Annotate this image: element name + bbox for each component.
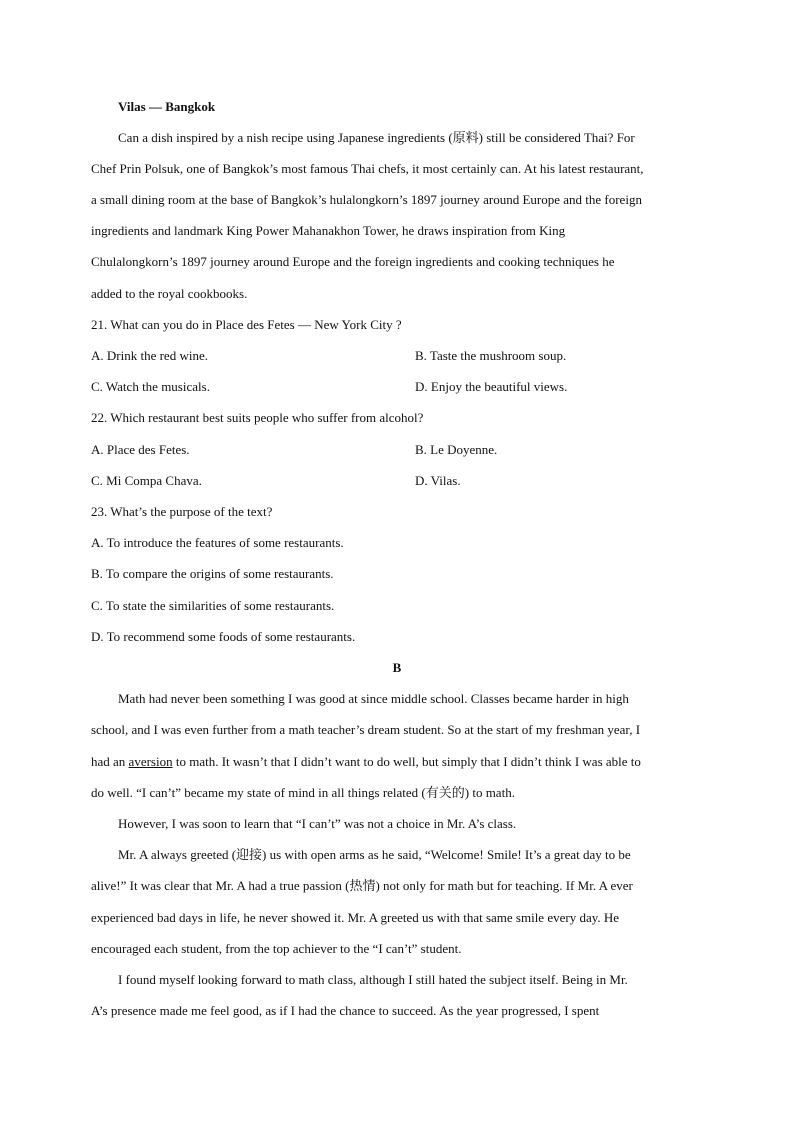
- question-21-option-b: B. Taste the mushroom soup.: [415, 348, 567, 363]
- paragraph-line: Chulalongkorn’s 1897 journey around Europe and the foreign ingredients and cooking techniques he: [91, 254, 615, 269]
- question-22-option-a: A. Place des Fetes.: [91, 442, 190, 457]
- text-run: had an: [91, 754, 129, 769]
- paragraph-line-with-underline: [91, 754, 701, 770]
- question-21-option-d: D. Enjoy the beautiful views.: [415, 379, 568, 394]
- paragraph-line: added to the royal cookbooks.: [91, 286, 248, 301]
- paragraph-line: Chef Prin Polsuk, one of Bangkok’s most famous Thai chefs, it most certainly can. At his latest restaurant,: [91, 161, 644, 176]
- question-23-stem: 23. What’s the purpose of the text?: [91, 504, 273, 519]
- paragraph-line: experienced bad days in life, he never showed it. Mr. A greeted us with that same smile every day. He: [91, 910, 620, 925]
- question-22-option-d: D. Vilas.: [415, 473, 461, 488]
- paragraph-line: alive!” It was clear that Mr. A had a true passion (热情) not only for math but for teaching. If Mr. A ever: [91, 878, 633, 893]
- question-21-option-c: C. Watch the musicals.: [91, 379, 210, 394]
- question-23-option-b: B. To compare the origins of some restaurants.: [91, 566, 334, 581]
- question-23-option-d: D. To recommend some foods of some restaurants.: [91, 629, 356, 644]
- section-heading-b: B: [392, 660, 402, 675]
- question-23-option-a: A. To introduce the features of some restaurants.: [91, 535, 344, 550]
- passage-heading-vilas: Vilas — Bangkok: [118, 99, 216, 114]
- paragraph-line: school, and I was even further from a math teacher’s dream student. So at the start of my freshman year, I: [91, 722, 641, 737]
- question-23-option-c: C. To state the similarities of some restaurants.: [91, 598, 335, 613]
- underlined-word-aversion: aversion: [128, 754, 173, 769]
- paragraph-line: Mr. A always greeted (迎接) us with open arms as he said, “Welcome! Smile! It’s a great day to be: [118, 847, 631, 862]
- question-22-option-c: C. Mi Compa Chava.: [91, 473, 202, 488]
- paragraph-line: A’s presence made me feel good, as if I had the chance to succeed. As the year progressed, I spent: [91, 1003, 600, 1018]
- paragraph-line: a small dining room at the base of Bangkok’s hulalongkorn’s 1897 journey around Europe and the foreign: [91, 192, 642, 207]
- question-22-option-b: B. Le Doyenne.: [415, 442, 498, 457]
- question-22-stem: 22. Which restaurant best suits people who suffer from alcohol?: [91, 410, 424, 425]
- paragraph-line: Math had never been something I was good at since middle school. Classes became harder in high: [118, 691, 629, 706]
- question-21-stem: 21. What can you do in Place des Fetes — New York City ?: [91, 317, 402, 332]
- paragraph-line: Can a dish inspired by a nish recipe using Japanese ingredients (原料) still be considered Thai? For: [118, 130, 635, 145]
- paragraph-line: I found myself looking forward to math class, although I still hated the subject itself. Being in Mr.: [118, 972, 628, 987]
- paragraph-line: However, I was soon to learn that “I can’t” was not a choice in Mr. A’s class.: [118, 816, 517, 831]
- text-run: to math. It wasn’t that I didn’t want to do well, but simply that I didn’t think I was able to: [172, 754, 641, 769]
- paragraph-line: ingredients and landmark King Power Mahanakhon Tower, he draws inspiration from King: [91, 223, 566, 238]
- paragraph-line: do well. “I can’t” became my state of mind in all things related (有关的) to math.: [91, 785, 515, 800]
- paragraph-line: encouraged each student, from the top achiever to the “I can’t” student.: [91, 941, 462, 956]
- question-21-option-a: A. Drink the red wine.: [91, 348, 208, 363]
